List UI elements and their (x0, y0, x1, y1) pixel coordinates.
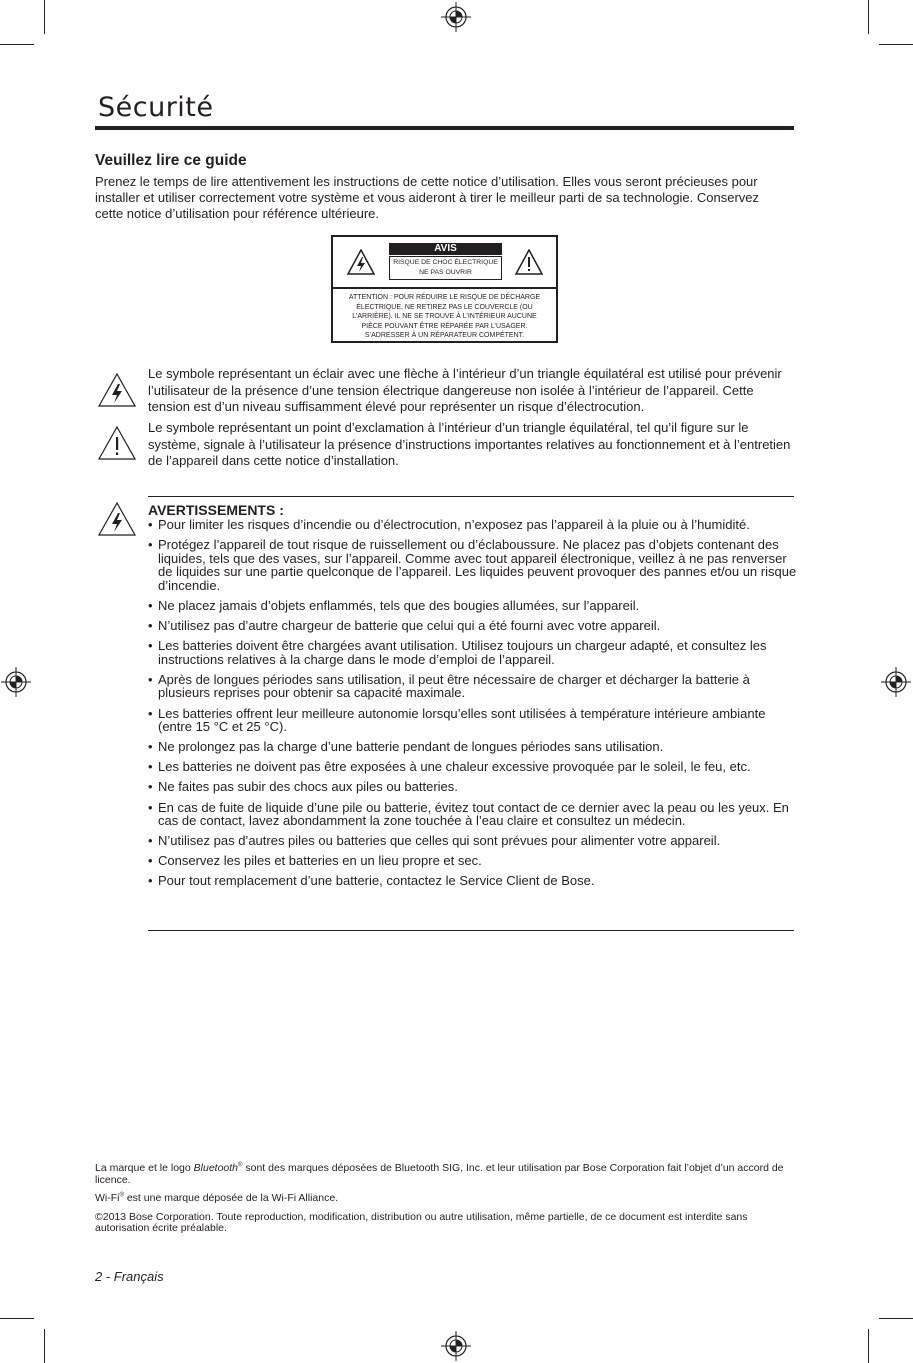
registered-mark: ® (238, 1162, 243, 1169)
warning-item: • Protégez l’appareil de tout risque de ruissellement ou d’éclaboussure. Ne placez pas d’objets contenant des liquides, tels que des vases, sur l’appareil. Comme avec tout appareil électronique, veillez à ne pas renverser de liquides sur une partie quelconque de l’appareil. Les liquides peuvent provoquer des pannes et/ou un risque d’incendie. (148, 538, 798, 592)
legal-footer (95, 1163, 795, 1242)
avis-warning-text (339, 293, 550, 341)
warnings-bottom-divider (148, 930, 794, 931)
section-title: Sécurité (98, 92, 214, 123)
warning-item: • N’utilisez pas d’autres piles ou batteries que celles qui sont prévues pour alimenter votre appareil. (148, 834, 798, 848)
exclamation-triangle-icon (515, 249, 543, 275)
crop-mark (0, 1318, 34, 1319)
avis-header (333, 237, 556, 287)
warning-item: • Pour tout remplacement d’une batterie, contactez le Service Client de Bose. (148, 874, 798, 888)
warning-item: • Pour limiter les risques d’incendie ou d’électrocution, n’exposez pas l’appareil à la pluie ou à l’humidité. (148, 518, 798, 532)
guide-heading: Veuillez lire ce guide (95, 152, 247, 169)
warning-item: • Les batteries ne doivent pas être exposées à une chaleur excessive provoquée par le soleil, le feu, etc. (148, 760, 798, 774)
avis-divider (333, 287, 556, 289)
warnings-top-divider (148, 496, 794, 497)
registration-mark-icon (441, 1331, 471, 1361)
registration-mark-icon (1, 667, 31, 697)
copyright-notice: ©2013 Bose Corporation. Toute reproduction, modification, distribution ou autre utilisation, même partielle, de ce document est interdite sans autorisation écrite préalable. (95, 1210, 748, 1234)
crop-mark (44, 1329, 45, 1363)
avis-warning-label (331, 235, 558, 343)
footer-text: est une marque déposée de la Wi-Fi Alliance. (123, 1192, 339, 1204)
crop-mark (868, 1329, 869, 1363)
warning-item: • En cas de fuite de liquide d’une pile ou batterie, évitez tout contact de ce dernier avec la peau ou les yeux. En cas de contact, lavez abondamment la zone touchée à l’eau claire et consultez un médecin. (148, 801, 798, 828)
avis-warning-line: S’ADRESSER À UN RÉPARATEUR COMPÉTENT. (364, 332, 525, 340)
avis-warning-line: ÉLECTRIQUE, NE RETIREZ PAS LE COUVERCLE (OU (356, 303, 533, 311)
crop-mark (879, 1318, 913, 1319)
exclamation-triangle-icon (97, 425, 137, 461)
crop-mark (868, 0, 869, 34)
warning-item: • Les batteries doivent être chargées avant utilisation. Utilisez toujours un chargeur adapté, et consultez les instructions relatives à la charge dans le mode d’emploi de l’appareil. (148, 639, 798, 666)
bluetooth-trademark-notice (95, 1163, 795, 1186)
page-number: 2 - Français (95, 1269, 164, 1284)
footer-text: La marque et le logo (95, 1162, 194, 1174)
warning-item: • Conservez les piles et batteries en un lieu propre et sec. (148, 854, 798, 868)
registration-mark-icon (441, 2, 471, 32)
exclamation-symbol-description: Le symbole représentant un point d’exclamation à l’intérieur d’un triangle équilatéral, tel qu’il figure sur le système, signale à l’utilisateur la présence d’instructions importantes relatives au fonctionnement et à l’entretien de l’appareil dans cette notice d’installation. (148, 420, 791, 468)
warning-item: • Ne faites pas subir des chocs aux piles ou batteries. (148, 780, 798, 794)
registration-mark-icon (881, 667, 911, 697)
warning-item: • Ne prolongez pas la charge d’une batterie pendant de longues périodes sans utilisation. (148, 740, 798, 754)
title-divider (95, 126, 794, 130)
lightning-triangle-icon (347, 249, 375, 275)
avis-warning-line: L’ARRIÈRE). IL NE SE TROUVE À L’INTÉRIEUR AUCUNE (352, 313, 537, 321)
warning-item: • Après de longues périodes sans utilisation, il peut être nécessaire de charger et décharger la batterie à plusieurs reprises pour obtenir sa capacité maximale. (148, 673, 798, 700)
lightning-symbol-description: Le symbole représentant un éclair avec une flèche à l’intérieur d’un triangle équilatéral est utilisé pour prévenir l’utilisateur de la présence d’une tension électrique dangereuse non isolée à l’intérieur de l’appareil. Cette tension est d’un niveau suffisamment élevé pour représenter un risque d’électrocution. (148, 366, 782, 414)
warnings-heading: AVERTISSEMENTS : (148, 502, 284, 518)
avis-title: AVIS (389, 243, 502, 255)
wifi-trademark-notice (95, 1193, 795, 1205)
guide-paragraph: Prenez le temps de lire attentivement les instructions de cette notice d’utilisation. Elles vous seront précieuses pour installer et utiliser correctement votre système et vous aideront à tirer le meilleur parti de sa technologie. Conservez cette notice d’utilisation pour référence ultérieure. (95, 174, 760, 221)
warning-item: • Ne placez jamais d’objets enflammés, tels que des bougies allumées, sur l’appareil. (148, 599, 798, 613)
warnings-list (148, 518, 798, 894)
avis-subtitle (389, 256, 502, 280)
avis-subtitle-line: RISQUE DE CHOC ÉLECTRIQUE (393, 259, 498, 266)
wifi-brand: Wi-Fi (95, 1192, 120, 1204)
avis-warning-line: PIÈCE POUVANT ÊTRE RÉPARÉE PAR L’USAGER. (361, 322, 528, 330)
crop-mark (879, 44, 913, 45)
avis-warning-line: ATTENTION : POUR RÉDUIRE LE RISQUE DE DÉCHARGE (348, 294, 541, 301)
footer-text: sont des marques déposées de Bluetooth SIG, Inc. et leur utilisation par Bose Corporation fait l’objet d’un accord de licence. (95, 1162, 784, 1186)
lightning-triangle-icon (97, 372, 137, 408)
warning-item: • N’utilisez pas d’autre chargeur de batterie que celui qui a été fourni avec votre appareil. (148, 619, 798, 633)
crop-mark (44, 0, 45, 34)
lightning-triangle-icon (97, 501, 137, 537)
avis-subtitle-line: NE PAS OUVRIR (419, 269, 472, 276)
crop-mark (0, 44, 34, 45)
bluetooth-brand: Bluetooth (193, 1162, 239, 1174)
warning-item: • Les batteries offrent leur meilleure autonomie lorsqu’elles sont utilisées à température intérieure ambiante (entre 15 °C et 25 °C). (148, 707, 798, 734)
registered-mark: ® (119, 1192, 124, 1199)
